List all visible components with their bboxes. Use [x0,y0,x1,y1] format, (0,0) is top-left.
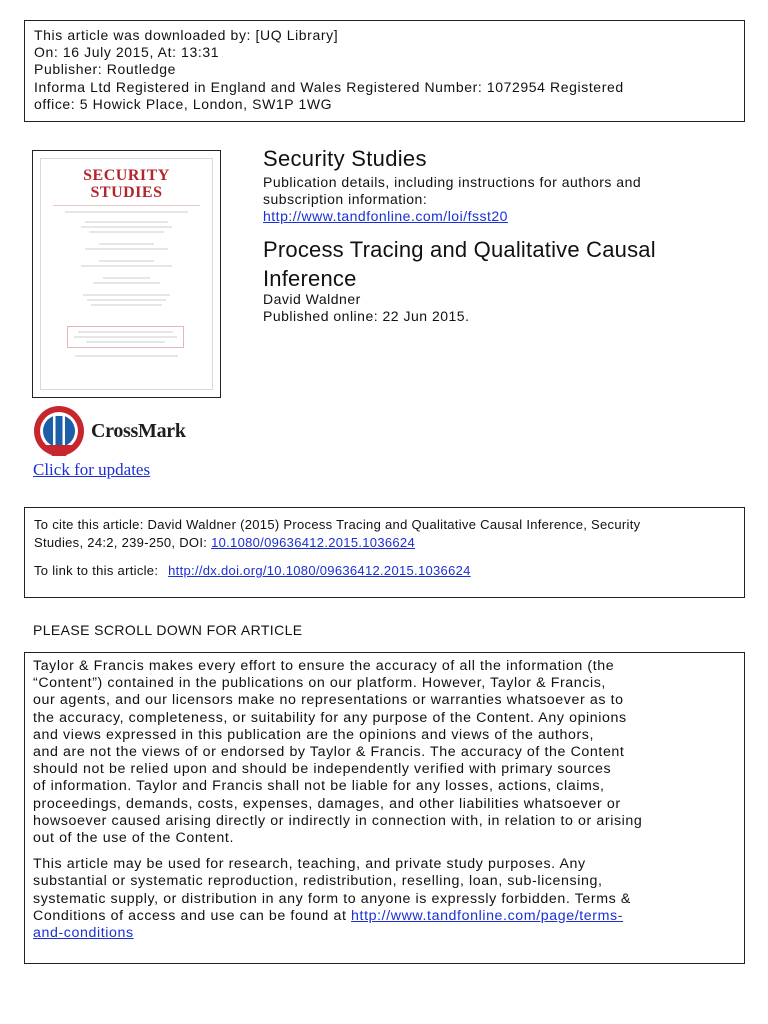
cover-text-line [86,341,165,343]
download-info-line: Informa Ltd Registered in England and Wales Registered Number: 1072954 Registered [34,78,624,95]
journal-title: Security Studies [263,146,427,171]
disclaimer-paragraph [33,658,736,847]
disclaimer-line: howsoever caused arising directly or indirectly in connection with, in relation to or arising [33,812,643,829]
author-name: David Waldner [263,291,361,307]
cover-text-line [75,355,178,357]
publication-details [263,174,703,209]
cover-highlight-box [67,326,184,348]
citation-line [34,516,735,534]
crossmark-icon [32,405,88,457]
terms-link[interactable]: http://www.tandfonline.com/page/terms- [351,907,624,924]
scroll-notice: PLEASE SCROLL DOWN FOR ARTICLE [33,622,303,638]
download-info-box [24,20,745,122]
usage-text: Conditions of access and use can be found at [33,907,352,924]
usage-line [33,908,736,925]
cover-text-line [74,336,177,338]
citation-text: Studies, 24:2, 239-250, DOI: [34,535,212,550]
terms-link-continued[interactable]: and-conditions [33,925,134,942]
disclaimer-line: should not be relied upon and should be independently verified with primary sources [33,761,612,778]
download-info-line: Publisher: Routledge [34,61,176,78]
doi-link[interactable]: 10.1080/09636412.2015.1036624 [211,535,415,550]
disclaimer-line: and views expressed in this publication are the opinions and views of the authors, [33,726,595,743]
cover-rule [53,205,200,206]
cover-title [41,167,212,201]
disclaimer-line: and are not the views of or endorsed by Taylor & Francis. The accuracy of the Content [33,744,625,761]
cover-text-line [91,304,162,306]
cover-text-line [78,331,173,333]
disclaimer-line: our agents, and our licensors make no representations or warranties whatsoever as to [33,692,624,709]
disclaimer-line: out of the use of the Content. [33,830,234,847]
citation-box [24,507,745,598]
cover-text-line [99,243,154,245]
disclaimer-line: proceedings, demands, costs, expenses, damages, and other liabilities whatsoever or [33,795,621,812]
cover-text-line [103,277,150,279]
cover-title-line: STUDIES [90,184,163,201]
disclaimer-line: Taylor & Francis makes every effort to ensure the accuracy of all the information (the [33,658,615,674]
disclaimer-line: “Content”) contained in the publications on our platform. However, Taylor & Francis, [33,675,606,692]
journal-cover-image [32,150,221,398]
article-title-line: Process Tracing and Qualitative Causal [263,237,656,262]
cover-text-line [65,211,188,213]
usage-line: substantial or systematic reproduction, redistribution, reselling, loan, sub-licensing, [33,873,603,890]
download-info-line: This article was downloaded by: [UQ Library] [34,27,339,43]
crossmark-badge[interactable] [32,405,192,457]
crossmark-label: CrossMark [91,420,186,442]
article-title [263,235,723,293]
cover-text-line [83,294,170,296]
download-info-line: On: 16 July 2015, At: 13:31 [34,44,220,61]
cover-text-line [85,221,168,223]
cover-text-line [81,265,172,267]
download-info-line: office: 5 Howick Place, London, SW1P 1WG [34,95,333,112]
citation-text: To cite this article: David Waldner (2015) Process Tracing and Qualitative Causal Inference, Security [34,517,641,532]
journal-url-link[interactable]: http://www.tandfonline.com/loi/fsst20 [263,208,508,224]
published-date: Published online: 22 Jun 2015. [263,308,470,324]
disclaimer-line: the accuracy, completeness, or suitability for any purpose of the Content. Any opinions [33,709,627,726]
cover-text-line [93,282,160,284]
article-doi-url-link[interactable]: http://dx.doi.org/10.1080/09636412.2015.1036624 [168,563,471,578]
usage-paragraph [33,856,736,942]
usage-line: This article may be used for research, teaching, and private study purposes. Any [33,856,586,873]
cover-text-line [87,299,166,301]
publication-details-line: Publication details, including instructions for authors and [263,174,642,190]
article-link-label: To link to this article: [34,563,163,578]
cover-frame [40,158,213,390]
cover-text-line [85,248,168,250]
article-title-line: Inference [263,266,357,291]
disclaimer-box [24,652,745,964]
click-for-updates-link[interactable]: Click for updates [33,460,151,479]
disclaimer-line: of information. Taylor and Francis shall not be liable for any losses, actions, claims, [33,778,605,795]
cover-text-line [81,226,172,228]
usage-line: systematic supply, or distribution in any form to anyone is expressly forbidden. Terms & [33,890,631,907]
cover-text-line [99,260,154,262]
cover-text-line [89,231,164,233]
article-link-row [34,562,735,580]
cover-title-line: SECURITY [83,167,170,184]
publication-details-line: subscription information: [263,191,428,208]
citation-line [34,534,735,552]
